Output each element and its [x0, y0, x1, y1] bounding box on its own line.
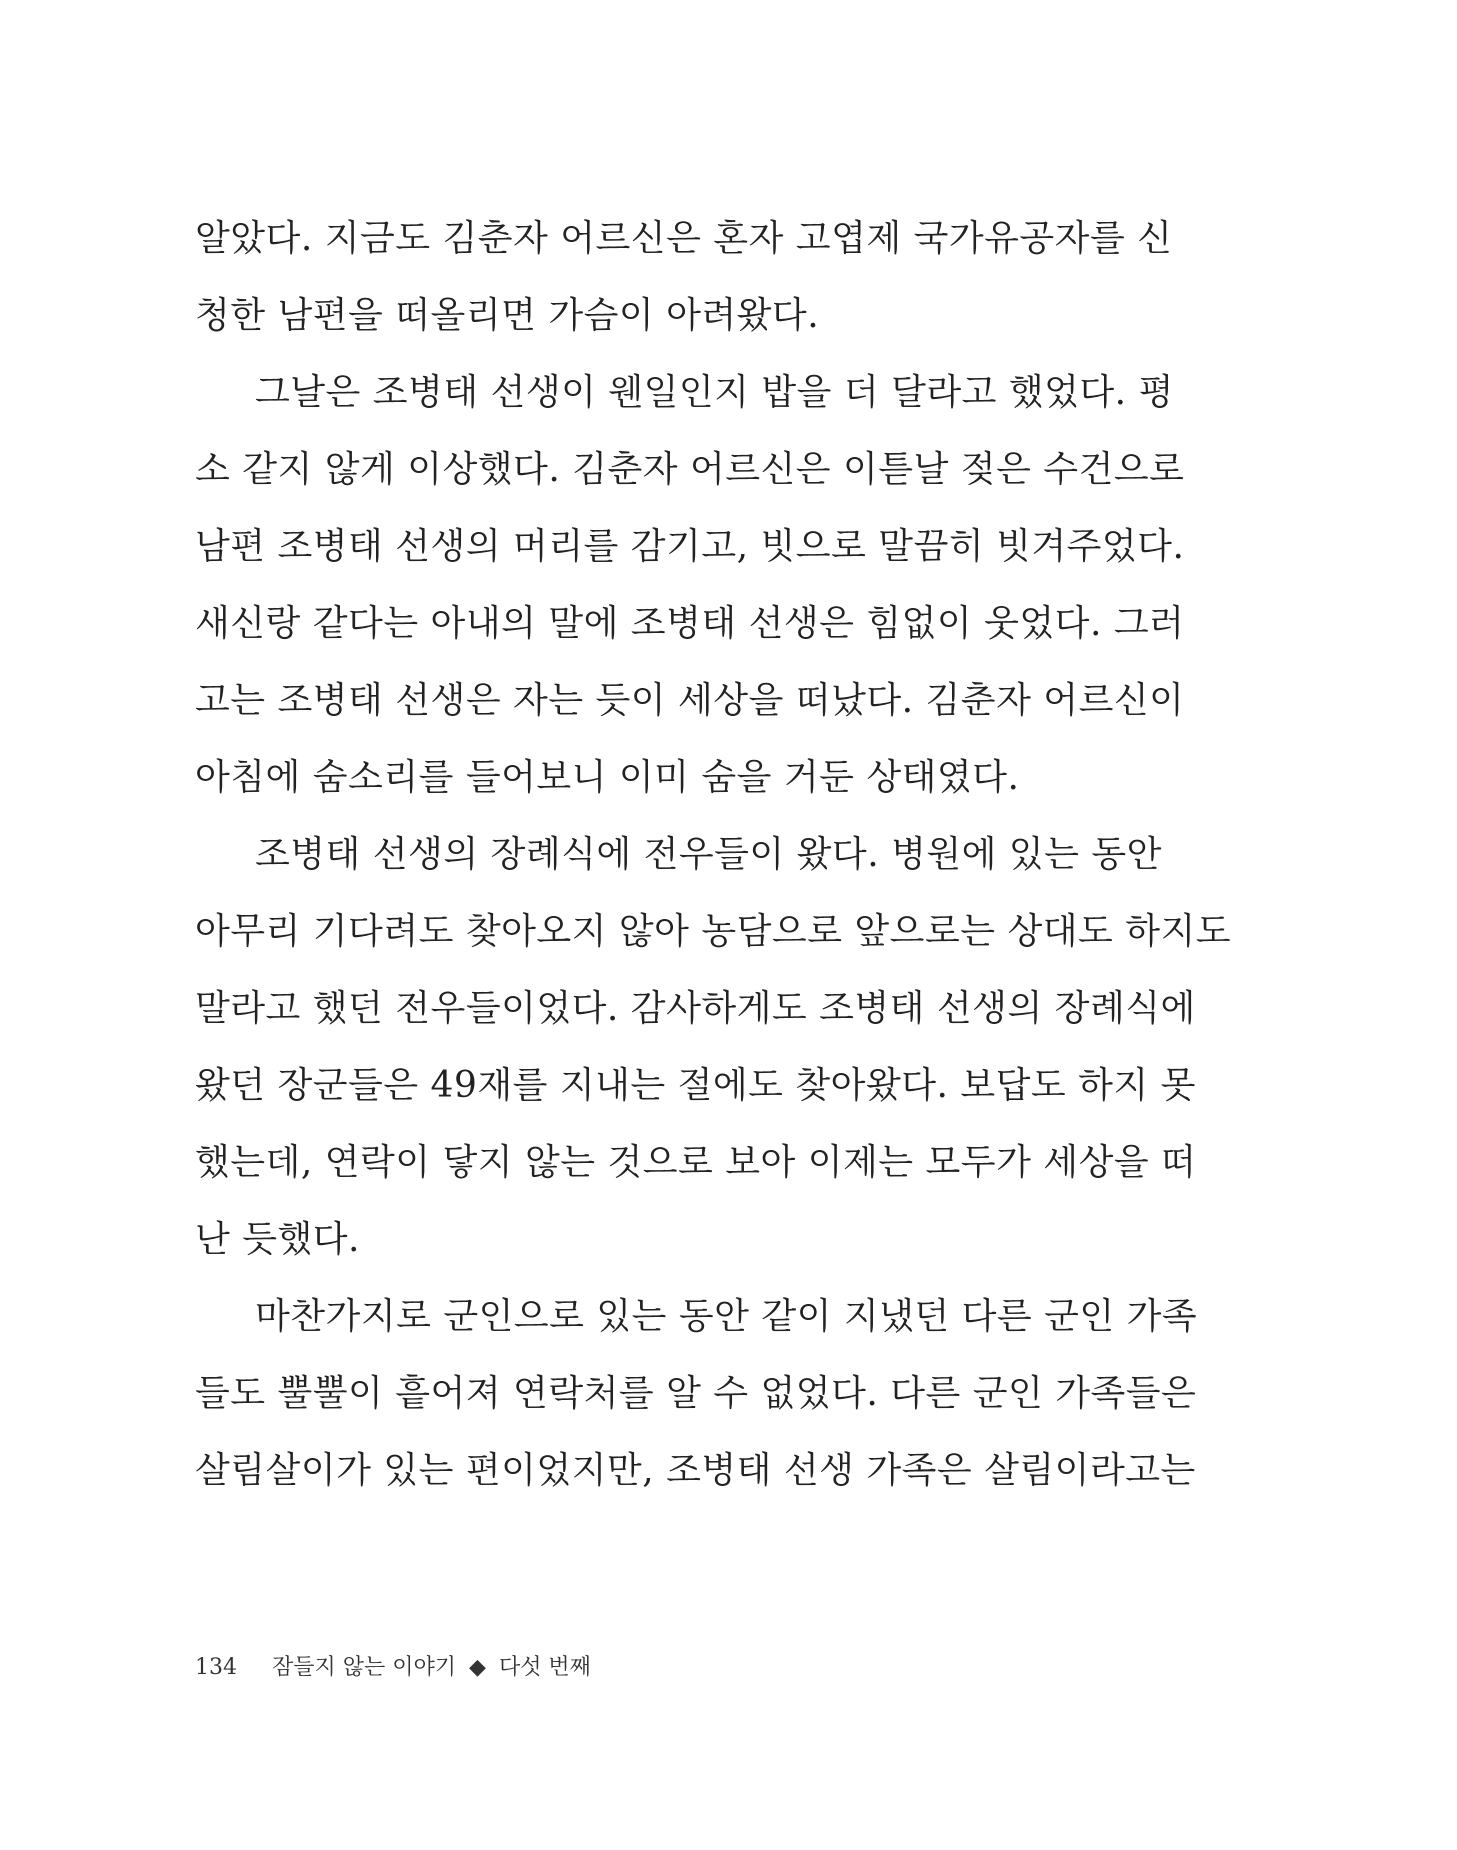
text-line: 남편 조병태 선생의 머리를 감기고, 빗으로 말끔히 빗겨주었다. [195, 526, 1185, 567]
text-line: 말라고 했던 전우들이었다. 감사하게도 조병태 선생의 장례식에 [195, 988, 1196, 1029]
book-title: 잠들지 않는 이야기 [272, 1655, 457, 1680]
text-line: 난 듯했다. [195, 1219, 360, 1260]
text-line: 소 같지 않게 이상했다. 김춘자 어르신은 이튿날 젖은 수건으로 [195, 449, 1185, 490]
page-number: 134 [195, 1655, 237, 1680]
text-line: 했는데, 연락이 닿지 않는 것으로 보아 이제는 모두가 세상을 떠 [195, 1142, 1197, 1183]
text-line: 새신랑 같다는 아내의 말에 조병태 선생은 힘없이 웃었다. 그러 [195, 603, 1185, 644]
text-line: 왔던 장군들은 49재를 지내는 절에도 찾아왔다. 보답도 하지 못 [195, 1065, 1196, 1106]
text-line: 조병태 선생의 장례식에 전우들이 왔다. 병원에 있는 동안 [255, 834, 1162, 875]
body-text [195, 200, 1232, 1509]
text-line: 그날은 조병태 선생이 웬일인지 밥을 더 달라고 했었다. 평 [255, 372, 1174, 413]
page-footer [195, 1650, 591, 1681]
text-line: 아무리 기다려도 찾아오지 않아 농담으로 앞으로는 상대도 하지도 [195, 911, 1232, 952]
text-line: 청한 남편을 떠올리면 가슴이 아려왔다. [195, 295, 820, 336]
text-line: 들도 뿔뿔이 흩어져 연락처를 알 수 없었다. 다른 군인 가족들은 [195, 1373, 1197, 1414]
diamond-separator-icon: ◆ [469, 1655, 486, 1680]
text-line: 알았다. 지금도 김춘자 어르신은 혼자 고엽제 국가유공자를 신 [195, 218, 1173, 259]
text-line: 살림살이가 있는 편이었지만, 조병태 선생 가족은 살림이라고는 [195, 1450, 1196, 1491]
volume-label: 다섯 번째 [498, 1655, 591, 1680]
text-line: 고는 조병태 선생은 자는 듯이 세상을 떠났다. 김춘자 어르신이 [195, 680, 1185, 721]
text-line: 아침에 숨소리를 들어보니 이미 숨을 거둔 상태였다. [195, 757, 1020, 798]
text-line: 마찬가지로 군인으로 있는 동안 같이 지냈던 다른 군인 가족 [255, 1296, 1198, 1337]
